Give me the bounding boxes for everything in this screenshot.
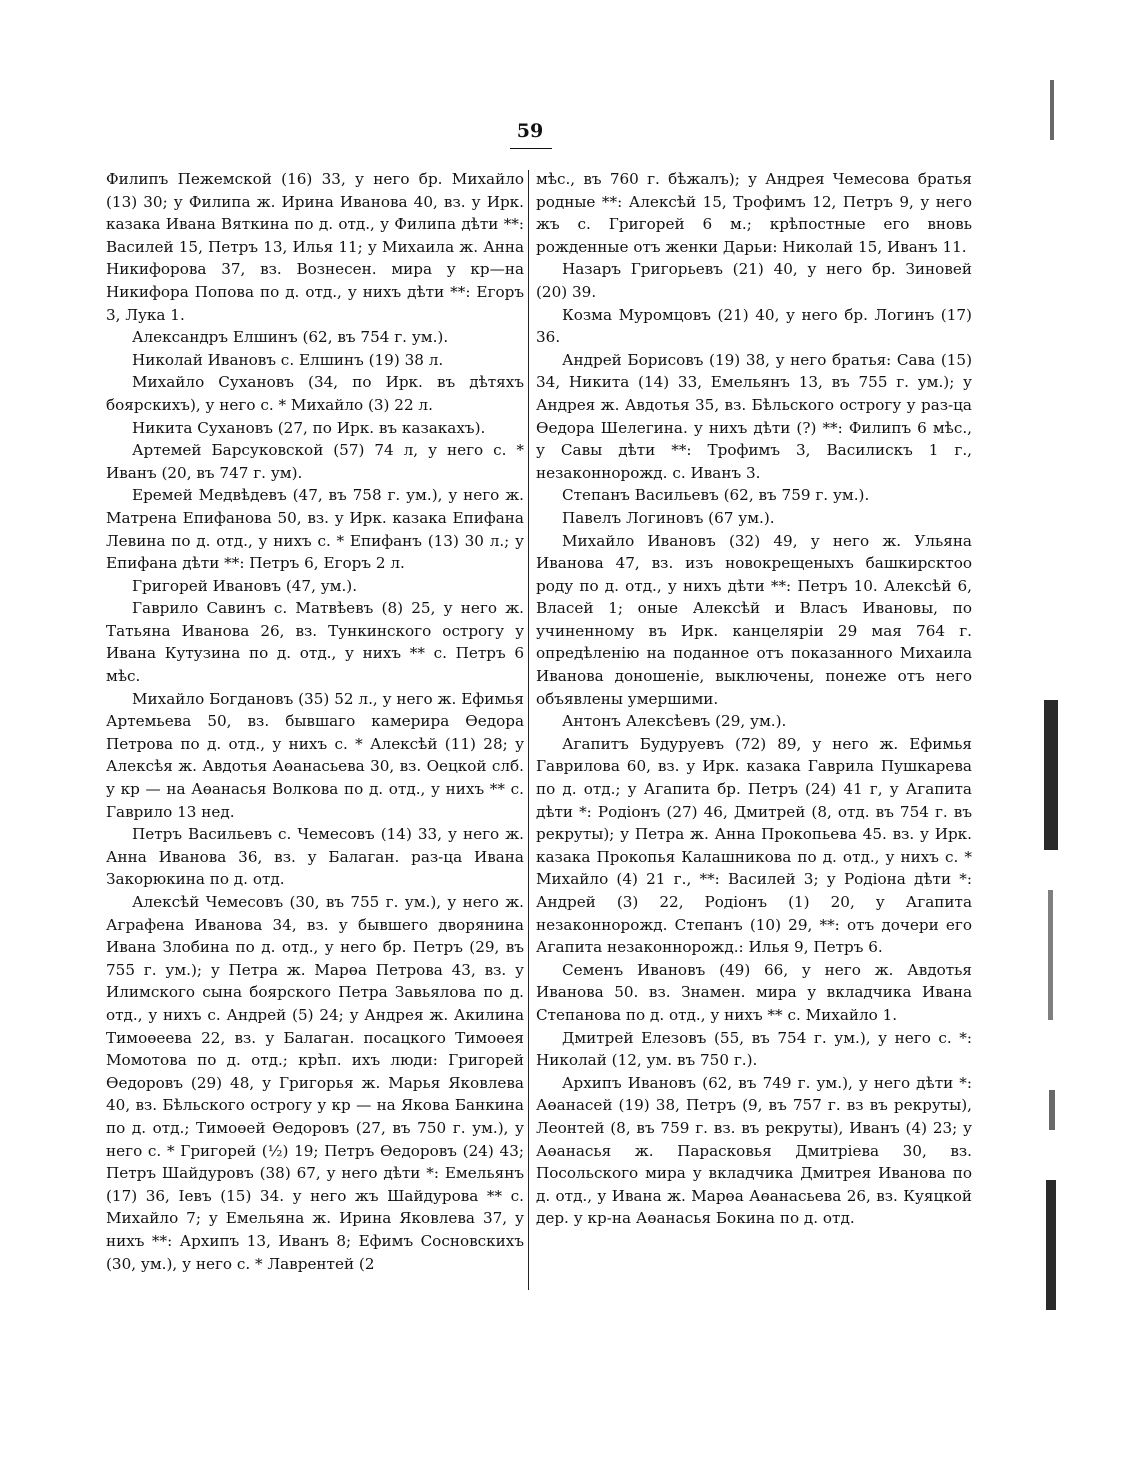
entry-paragraph: Никита Сухановъ (27, по Ирк. въ казакахъ). (132, 418, 486, 437)
entry-paragraph: Павелъ Логиновъ (67 ум.). (562, 508, 775, 527)
left-column (106, 168, 524, 1275)
entry-paragraph: Еремей Медвѣдевъ (47, въ 758 г. ум.), у него ж. Матрена Епифанова 50, вз. у Ирк. казака Епифана Левина по д. отд., у нихъ с. * Епифанъ (13) 30 л.; у Епифана дѣти **: Петръ 6, Егоръ 2 л. (106, 486, 524, 573)
entry-paragraph: Александръ Елшинъ (62, въ 754 г. ум.). (132, 328, 449, 347)
entry-paragraph: Михайло Ивановъ (32) 49, у него ж. Ульяна Иванова 47, вз. изъ новокрещеныхъ башкирсктоо роду по д. отд., у нихъ дѣти **: Петръ 10. Алексѣй 6, Власей 1; оные Алексѣй и Власъ Ивановы, по учиненному въ Ирк. канцеляріи 29 мая 764 г. опредѣленію на поданное отъ показанного Михаила Иванова доношеніе, выключены, понеже отъ него объявлены умершими. (536, 531, 972, 708)
entry-paragraph: Семенъ Ивановъ (49) 66, у него ж. Авдотья Иванова 50. вз. Знамен. мира у вкладчика Ивана Степанова по д. отд., у нихъ ** с. Михайло 1. (536, 960, 972, 1024)
entry-paragraph: Антонъ Алексѣевъ (29, ум.). (562, 712, 787, 731)
entry-paragraph: Алексѣй Чемесовъ (30, въ 755 г. ум.), у него ж. Аграфена Иванова 34, вз. у бывшего дворянина Ивана Злобина по д. отд., у него бр. Петръ (29, въ 755 г. ум.); у Петра ж. Марөа Петрова 43, вз. у Илимского сына боярского Петра Завьялова по д. отд., у нихъ с. Андрей (5) 24; у Андрея ж. Акилина Тимоөеева 22, вз. у Балаган. посацкого Тимоөея Момотова по д. отд.; крѣп. ихъ люди: Григорей Өедоровъ (29) 48, у Григорья ж. Марья Яковлева 40, вз. Бѣльского острогу у кр — на Якова Банкина по д. отд.; Тимоөей Өедоровъ (27, въ 750 г. ум.), у него с. * Григорей (½) 19; Петръ Өедоровъ (24) 43; Петръ Шайдуровъ (38) 67, у него дѣти *: Емельянъ (17) 36, Iевъ (15) 34. у него жъ Шайдурова ** с. Михайло 7; у Емельяна ж. Ирина Яковлева 37, у нихъ **: Архипъ 13, Иванъ 8; Ефимъ Сосновскихъ (30, ум.), у него с. * Лаврентей (2 (106, 893, 524, 1273)
entry-paragraph: Михайло Богдановъ (35) 52 л., у него ж. Ефимья Артемьева 50, вз. бывшаго камерира Өедора Петрова по д. отд., у нихъ с. * Алексѣй (11) 28; у Алексѣя ж. Авдотья Аөанасьева 30, вз. Оецкой слб. у кр — на Аөанасья Волкова по д. отд., у нихъ ** с. Гаврило 13 нед. (106, 689, 524, 821)
entry-paragraph: Дмитрей Елезовъ (55, въ 754 г. ум.), у него с. *: Николай (12, ум. въ 750 г.). (536, 1028, 972, 1070)
entry-paragraph: Михайло Сухановъ (34, по Ирк. въ дѣтяхъ боярскихъ), у него с. * Михайло (3) 22 л. (106, 373, 524, 414)
entry-paragraph: Филипъ Пежемской (16) 33, у него бр. Михайло (13) 30; у Филипа ж. Ирина Иванова 40, вз. у Ирк. казака Ивана Вяткина по д. отд., у Филипа дѣти **: Василей 15, Петръ 13, Илья 11; у Михаила ж. Анна Никифорова 37, вз. Вознесен. мира у кр—на Никифора Попова по д. отд., у нихъ дѣти **: Егоръ 3, Лука 1. (106, 170, 524, 324)
scan-edge-artifact (1040, 70, 1064, 1290)
column-divider (528, 170, 529, 1290)
entry-paragraph: Назаръ Григорьевъ (21) 40, у него бр. Зиновей (20) 39. (536, 260, 972, 301)
page-number-rule (510, 148, 552, 149)
entry-paragraph: Артемей Барсуковской (57) 74 л, у него с. * Иванъ (20, въ 747 г. ум). (106, 441, 524, 482)
entry-paragraph: мѣс., въ 760 г. бѣжалъ); у Андрея Чемесова братья родные **: Алексѣй 15, Трофимъ 12, Петръ 9, у него жъ с. Григорей 6 м.; крѣпостные его вновь рожденные отъ женки Дарьи: Николай 15, Иванъ 11. (536, 170, 972, 256)
entry-paragraph: Гаврило Савинъ с. Матвѣевъ (8) 25, у него ж. Татьяна Иванова 26, вз. Тункинского острогу у Ивана Кутузина по д. отд., у нихъ ** с. Петръ 6 мѣс. (106, 599, 524, 686)
entry-paragraph: Андрей Борисовъ (19) 38, у него братья: Сава (15) 34, Никита (14) 33, Емельянъ 13, въ 755 г. ум.); у Андрея ж. Авдотья 35, вз. Бѣльского острогу у раз-ца Өедора Шелегина. у нихъ дѣти (?) **: Филипъ 6 мѣс., у Савы дѣти **: Трофимъ 3, Василискъ 1 г., незаконнорожд. с. Иванъ 3. (536, 350, 972, 482)
entry-paragraph: Архипъ Ивановъ (62, въ 749 г. ум.), у него дѣти *: Аөанасей (19) 38, Петръ (9, въ 757 г. вз въ рекруты), Леонтей (8, въ 759 г. вз. въ рекруты), Иванъ (4) 23; у Аөанасья ж. Парасковья Дмитріева 30, вз. Посольского мира у вкладчика Дмитрея Иванова по д. отд., у Ивана ж. Марөа Аөанасьева 26, вз. Куяцкой дер. у кр-на Аөанасья Бокина по д. отд. (536, 1073, 972, 1228)
entry-paragraph: Агапитъ Будуруевъ (72) 89, у него ж. Ефимья Гаврилова 60, вз. у Ирк. казака Гаврила Пушкарева по д. отд.; у Агапита бр. Петръ (24) 41 г, у Агапита дѣти *: Родіонъ (27) 46, Дмитрей (8, отд. въ 754 г. въ рекруты); у Петра ж. Анна Прокопьева 45. вз. у Ирк. казака Прокопья Калашникова по д. отд., у нихъ с. * Михайло (4) 21 г., **: Василей 3; у Родіона дѣти *: Андрей (3) 22, Родіонъ (1) 20, у Агапита незаконнорожд. Степанъ (10) 29, **: отъ дочери его Агапита незаконнорожд.: Илья 9, Петръ 6. (536, 734, 972, 957)
entry-paragraph: Николай Ивановъ с. Елшинъ (19) 38 л. (132, 350, 444, 369)
entry-paragraph: Петръ Васильевъ с. Чемесовъ (14) 33, у него ж. Анна Иванова 36, вз. у Балаган. раз-ца Ивана Закорюкина по д. отд. (106, 825, 524, 889)
entry-paragraph: Григорей Ивановъ (47, ум.). (132, 576, 358, 595)
right-column (536, 168, 972, 1230)
page-number: 59 (516, 120, 544, 142)
entry-paragraph: Степанъ Васильевъ (62, въ 759 г. ум.). (562, 486, 870, 505)
entry-paragraph: Козма Муромцовъ (21) 40, у него бр. Логинъ (17) 36. (536, 305, 972, 347)
